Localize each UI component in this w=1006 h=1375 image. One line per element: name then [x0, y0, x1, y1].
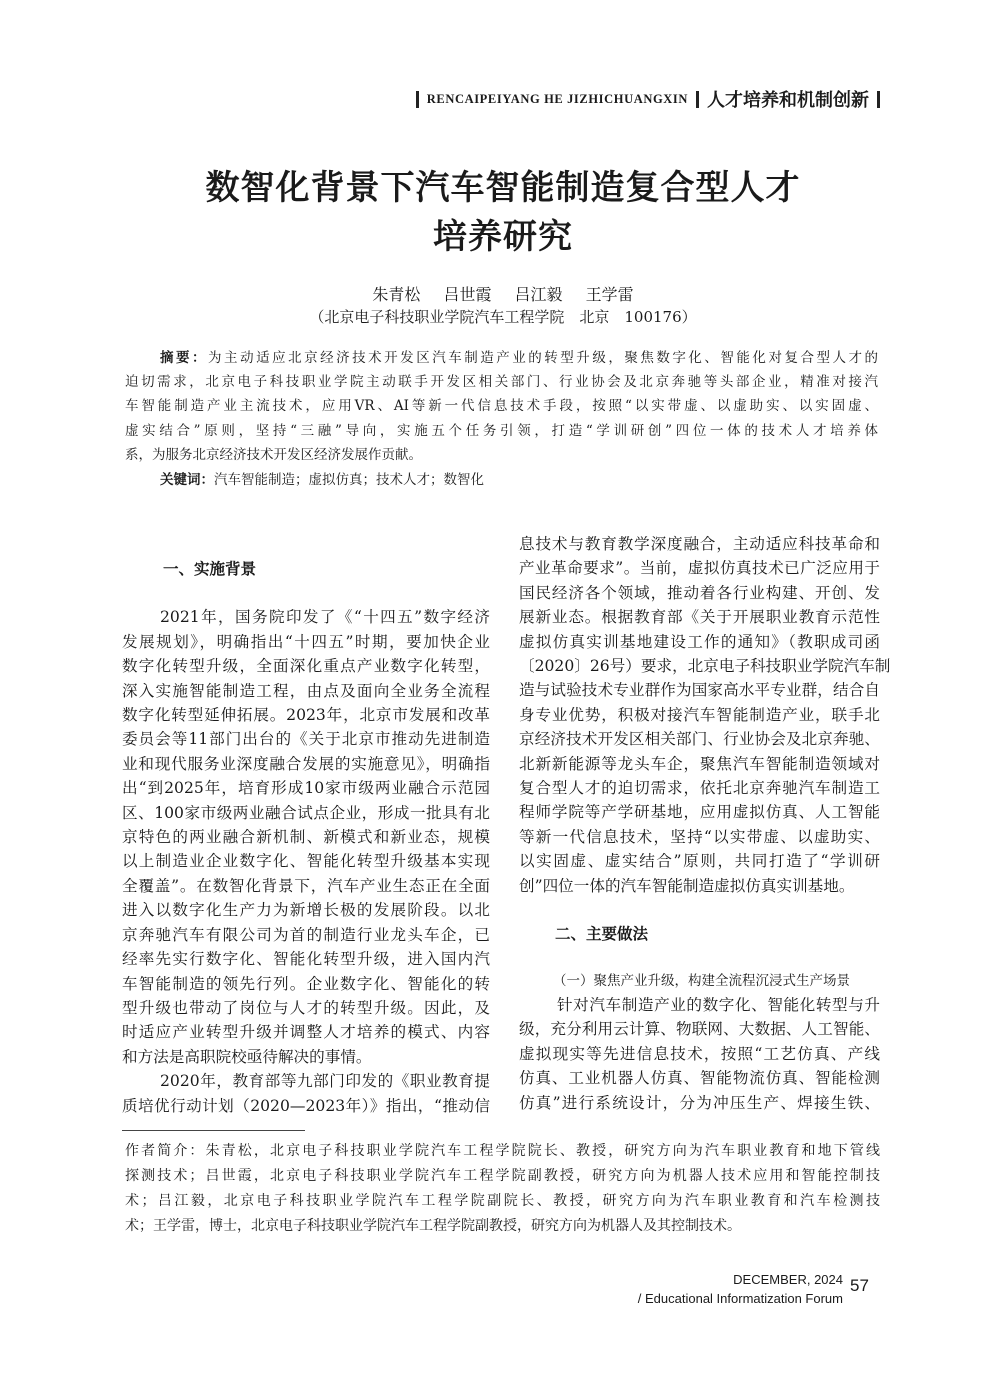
affiliation: （北京电子科技职业学院汽车工程学院 北京 100176） — [309, 308, 697, 326]
paragraph-line: 国民经济各个领域，推动着各行业构建、开创、发 — [519, 583, 880, 602]
right-column — [519, 532, 891, 1115]
paragraph-line: 程师学院等产学研基地，应用虚拟仿真、人工智能 — [519, 803, 880, 822]
footnote-line: 探测技术；吕世霞，北京电子科技职业学院汽车工程学院副教授，研究方向为机器人技术应用和智能控制技 — [125, 1168, 880, 1184]
keywords-label: 关键词： — [160, 472, 214, 488]
paragraph-line: 出“到2025年，培育形成10家市级两业融合示范园 — [122, 779, 490, 798]
paragraph-line: 车智能制造的领先行列。企业数字化、智能化的转 — [122, 974, 490, 993]
paragraph-line: 级，充分利用云计算、物联网、大数据、人工智能、 — [519, 1020, 880, 1039]
paragraph-line: 2021年，国务院印发了《“十四五”数字经济 — [160, 608, 490, 627]
divider — [416, 91, 419, 108]
section-heading: 二、主要做法 — [555, 925, 649, 944]
paragraph-line: 针对汽车制造产业的数字化、智能化转型与升 — [557, 995, 880, 1014]
title-line: 培养研究 — [433, 217, 573, 257]
abstract-label: 摘要： — [160, 350, 209, 366]
paragraph-line: 北新新能源等龙头车企，聚焦汽车智能制造领域对 — [519, 754, 880, 773]
paragraph-line: 京奔驰汽车有限公司为首的制造行业龙头车企，已 — [122, 925, 490, 944]
paragraph-line: 进入以数字化生产力为新增长极的发展阶段。以北 — [122, 901, 490, 920]
abstract-line: 虚实结合”原则，坚持“三融”导向，实施五个任务引领，打造“学训研创”四位一体的技术人才培养体 — [125, 422, 878, 439]
paragraph-line: 身专业优势，积极对接汽车智能制造产业，联手北 — [519, 705, 880, 724]
paragraph-line: 虚拟现实等先进信息技术，按照“工艺仿真、产线 — [519, 1044, 880, 1063]
paragraph-line: 仿真、工业机器人仿真、智能物流仿真、智能检测 — [519, 1069, 880, 1088]
paragraph-line: 虚拟仿真实训基地建设工作的通知》（教职成司函 — [519, 632, 880, 651]
section-heading: 一、实施背景 — [163, 560, 257, 578]
paragraph-line: 数字化转型延伸拓展。2023年，北京市发展和改革 — [122, 706, 490, 725]
paragraph-line: 型升级也带动了岗位与人才的转型升级。因此，及 — [122, 998, 490, 1017]
paragraph-line: 京特色的两业融合新机制、新模式和新业态，规模 — [122, 828, 490, 847]
subsection-heading: （一）聚焦产业升级，构建全流程沉浸式生产场景 — [553, 972, 850, 989]
paragraph-line: 造与试验技术专业群作为国家高水平专业群，结合自 — [519, 681, 880, 700]
footer-journal: / Educational Informatization Forum — [637, 1291, 843, 1306]
footer — [638, 1270, 843, 1308]
spacer — [122, 581, 490, 605]
spacer — [519, 898, 880, 922]
paragraph-line: 全覆盖”。在数智化背景下，汽车产业生态正在全面 — [122, 876, 490, 895]
column-name: 人才培养和机制创新 — [707, 90, 869, 111]
paragraph-line: 业和现代服务业深度融合发展的实施意见》，明确指 — [122, 754, 490, 773]
paragraph-line: 委员会等11部门出台的《关于北京市推动先进制造 — [122, 730, 490, 749]
author-footnote — [125, 1139, 880, 1239]
article-title — [0, 164, 1006, 262]
paragraph-line: 区、100家市级两业融合试点企业，形成一批具有北 — [122, 803, 490, 822]
paragraph-line: 京经济技术开发区相关部门、行业协会及北京奔驰、 — [519, 730, 880, 749]
abstract-text: 为主动适应北京经济技术开发区汽车制造产业的转型升级，聚焦数字化、智能化对复合型人才的 — [208, 350, 879, 366]
paragraph-line: 〔2020〕26号）要求，北京电子科技职业学院汽车制 — [519, 657, 891, 676]
paragraph-line: 等新一代信息技术，坚持“以实带虚、以虚助实、 — [519, 827, 880, 846]
paragraph-line: 和方法是高职院校亟待解决的事情。 — [122, 1047, 372, 1066]
abstract — [125, 346, 878, 467]
running-header — [416, 86, 880, 112]
abstract-line: 车智能制造产业主流技术，应用VR、AI等新一代信息技术手段，按照“以实带虚、以虚助实、以实固虚、 — [125, 398, 878, 415]
paragraph-line: 数字化转型升级，全面深化重点产业数字化转型， — [122, 657, 490, 676]
paragraph-line: 创”四位一体的汽车智能制造虚拟仿真实训基地。 — [519, 876, 855, 895]
left-column — [122, 557, 490, 1118]
footnote-line: 术；吕江毅，北京电子科技职业学院汽车工程学院副院长、教授，研究方向为汽车职业教育和汽车检测技 — [125, 1193, 880, 1209]
abstract-line — [125, 346, 878, 370]
divider — [696, 91, 699, 108]
paragraph-line: 经率先实行数字化、智能化转型升级，进入国内汽 — [122, 950, 490, 969]
paragraph-line: 息技术与教育教学深度融合，主动适应科技革命和 — [519, 535, 880, 553]
keywords — [160, 468, 484, 488]
footnote-line: 作者简介：朱青松，北京电子科技职业学院汽车工程学院院长、教授，研究方向为汽车职业教育和地下管线 — [125, 1143, 880, 1159]
paragraph-line: 以实固虚、虚实结合”原则，共同打造了“学训研 — [519, 852, 880, 871]
paragraph-line: 以上制造业企业数字化、智能化转型升级基本实现 — [122, 852, 490, 871]
paragraph-line: 发展规划》，明确指出“十四五”时期，要加快企业 — [122, 632, 490, 651]
column-pinyin: RENCAIPEIYANG HE JIZHICHUANGXIN — [426, 91, 688, 106]
author: 朱青松 — [372, 285, 421, 304]
page-number: 57 — [850, 1276, 869, 1295]
keywords-text: 汽车智能制造；虚拟仿真；技术人才；数智化 — [214, 472, 484, 488]
author: 王学雷 — [585, 285, 634, 304]
paragraph-line: 复合型人才的迫切需求，依托北京奔驰汽车制造工 — [519, 779, 880, 798]
footnote-line: 术；王学雷，博士，北京电子科技职业学院汽车工程学院副教授，研究方向为机器人及其控制技术。 — [125, 1218, 741, 1234]
paragraph-line: 时适应产业转型升级并调整人才培养的模式、内容 — [122, 1023, 490, 1042]
author: 吕世霞 — [443, 285, 492, 304]
divider — [877, 91, 880, 108]
title-line: 数智化背景下汽车智能制造复合型人才 — [205, 168, 801, 208]
abstract-line: 迫切需求，北京电子科技职业学院主动联手开发区相关部门、行业协会及北京奔驰等头部企业，精准对接汽 — [125, 374, 878, 391]
authors — [0, 282, 1006, 305]
footnote-rule — [122, 1130, 305, 1131]
author: 吕江毅 — [514, 285, 563, 304]
paragraph-line: 2020年，教育部等九部门印发的《职业教育提 — [160, 1072, 490, 1091]
footer-date: DECEMBER, 2024 — [733, 1272, 843, 1287]
abstract-line: 系，为服务北京经济技术开发区经济发展作贡献。 — [125, 446, 422, 463]
paragraph-line: 仿真”进行系统设计，分为冲压生产、焊接生铁、 — [519, 1093, 880, 1112]
spacer — [519, 947, 880, 969]
paragraph-line: 产业革命要求”。当前，虚拟仿真技术已广泛应用于 — [519, 559, 880, 578]
paragraph-line: 深入实施智能制造工程，由点及面向全业务全流程 — [122, 681, 490, 700]
paragraph-line: 展新业态。根据教育部《关于开展职业教育示范性 — [519, 608, 880, 627]
paragraph-line: 质培优行动计划（2020—2023年）》指出，“推动信 — [122, 1096, 490, 1115]
